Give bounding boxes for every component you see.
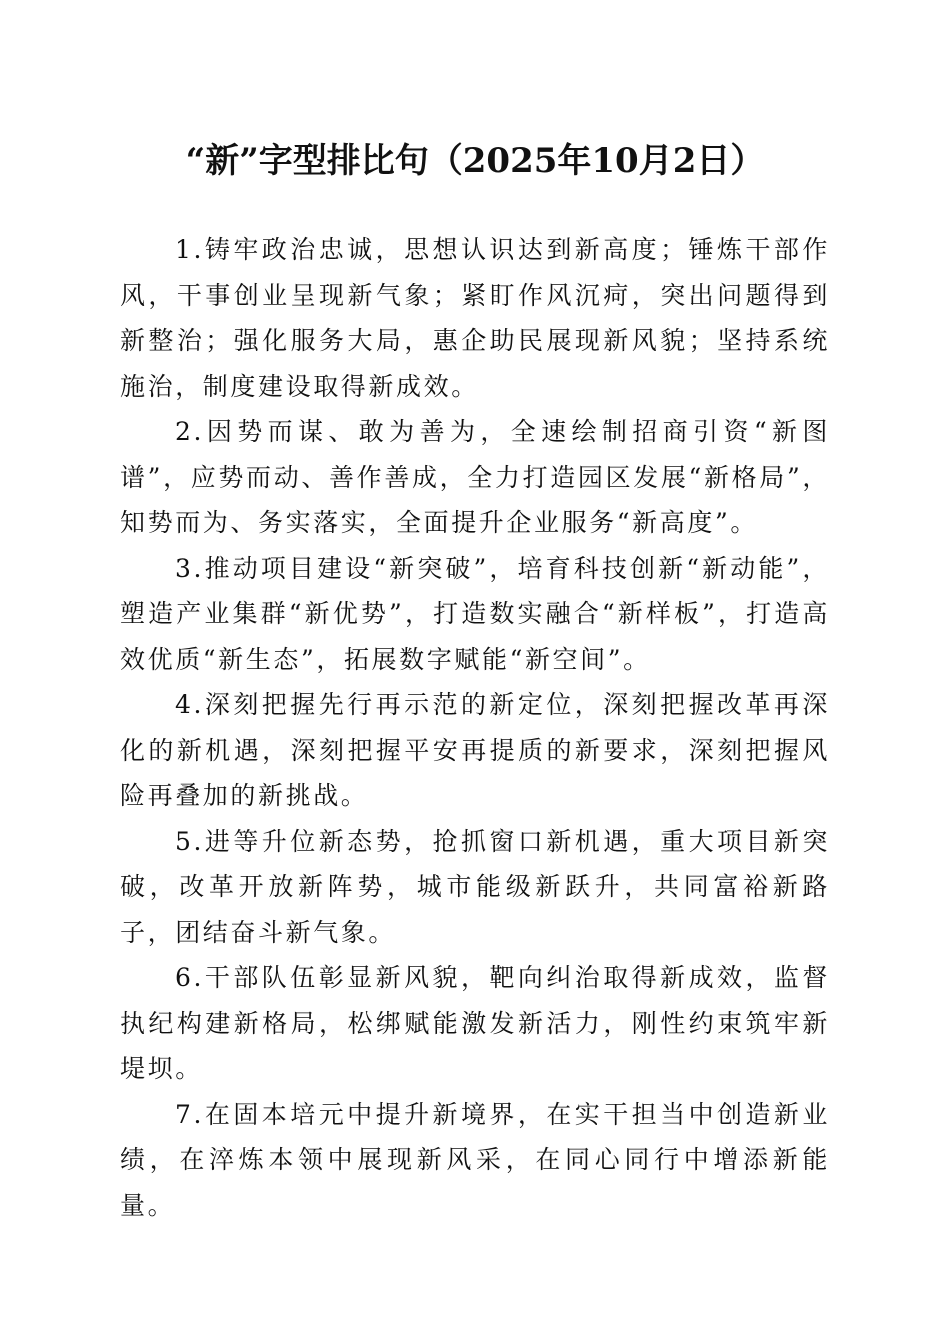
document-body [120, 227, 830, 1228]
document-title: “新”字型排比句（2025年10月2日） [185, 141, 765, 181]
paragraph-4: 4.深刻把握先行再示范的新定位，深刻把握改革再深化的新机遇，深刻把握平安再提质的新要求，深刻把握风险再叠加的新挑战。 [120, 690, 830, 810]
paragraph-2: 2.因势而谋、敢为善为，全速绘制招商引资“新图谱”，应势而动、善作善成，全力打造园区发展“新格局”，知势而为、务实落实，全面提升企业服务“新高度”。 [120, 417, 830, 537]
paragraph-1: 1.铸牢政治忠诚，思想认识达到新高度；锤炼干部作风，干事创业呈现新气象；紧盯作风沉疴，突出问题得到新整治；强化服务大局，惠企助民展现新风貌；坚持系统施治，制度建设取得新成效。 [120, 235, 830, 401]
paragraph-3: 3.推动项目建设“新突破”，培育科技创新“新动能”，塑造产业集群“新优势”，打造数实融合“新样板”，打造高效优质“新生态”，拓展数字赋能“新空间”。 [120, 553, 830, 674]
paragraph-5: 5.进等升位新态势，抢抓窗口新机遇，重大项目新突破，改革开放新阵势，城市能级新跃升，共同富裕新路子，团结奋斗新气象。 [120, 826, 830, 947]
paragraph-7: 7.在固本培元中提升新境界，在实干担当中创造新业绩，在淬炼本领中展现新风采，在同心同行中增添新能量。 [120, 1099, 830, 1220]
paragraph-6: 6.干部队伍彰显新风貌，靶向纠治取得新成效，监督执纪构建新格局，松绑赋能激发新活力，刚性约束筑牢新堤坝。 [120, 963, 830, 1083]
